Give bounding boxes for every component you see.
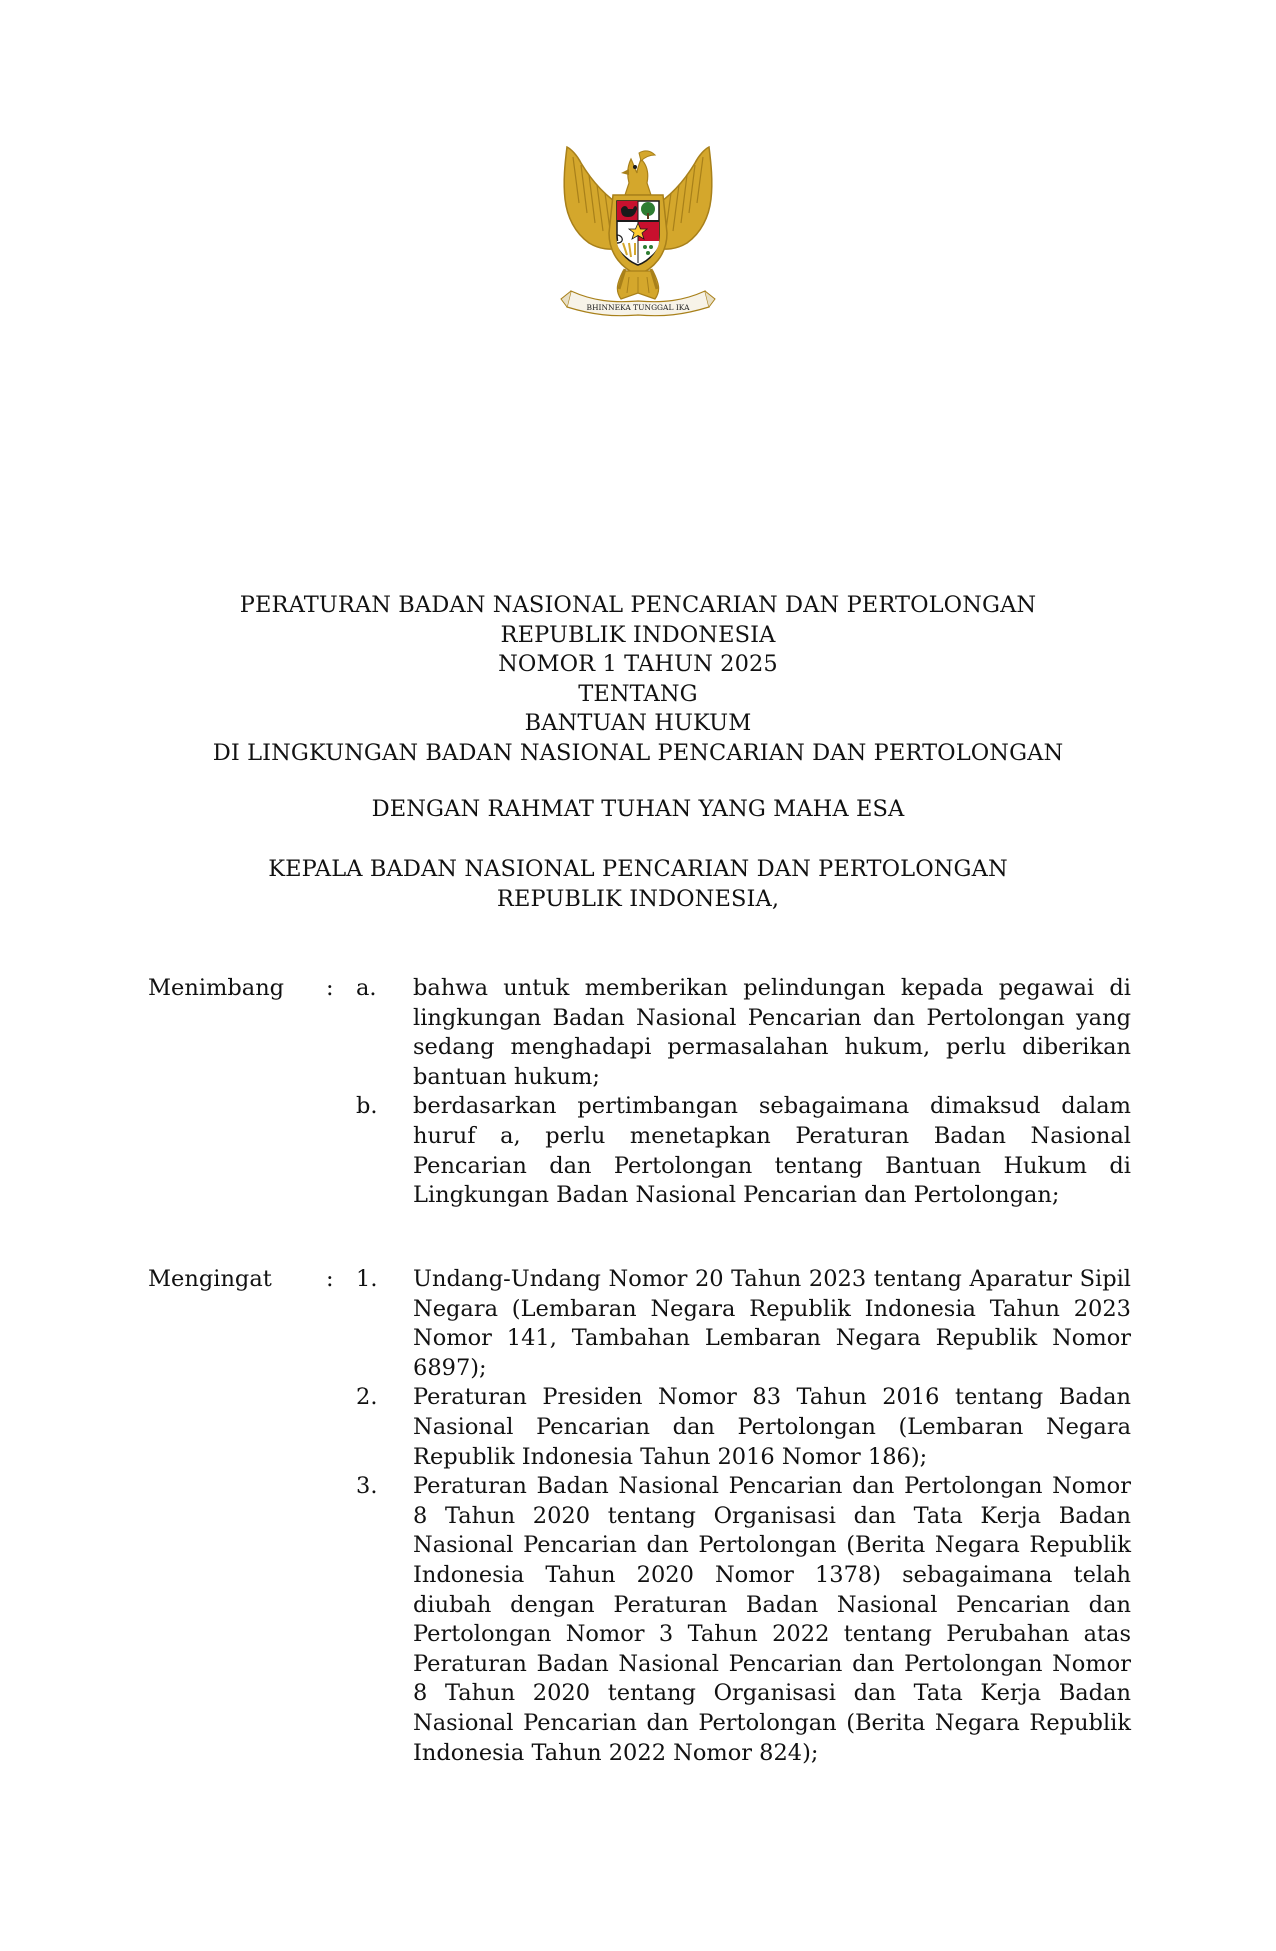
item-text: bahwa untuk memberikan pelindungan kepada pegawai di lingkungan Badan Nasional Pencarian dan Pertolongan yang sedang menghadapi permasalahan hukum, perlu diberikan bantuan hukum; [413,975,1131,1090]
item-marker: 2. [356,1384,378,1411]
mengingat-section [148,1265,1131,1768]
title-line: TENTANG [578,680,698,707]
title-line: REPUBLIK INDONESIA [500,621,776,648]
item-marker: a. [356,975,377,1001]
mengingat-label: Mengingat [148,1266,272,1292]
item-text: Peraturan Badan Nasional Pencarian dan Pertolongan Nomor 8 Tahun 2020 tentang Organisasi dan Tata Kerja Badan Nasional Pencarian dan Pertolongan (Berita Negara Republik Indonesia Tahun 2020 Nomor 1378) sebagaimana telah diubah dengan Peraturan Badan Nasional Pencarian dan Pertolongan Nomor 3 Tahun 2022 tentang Perubahan atas Peraturan Badan Nasional Pencarian dan Pertolongan Nomor 8 Tahun 2020 tentang Organisasi dan Tata Kerja Badan Nasional Pencarian dan Pertolongan (Berita Negara Republik Indonesia Tahun 2022 Nomor 824); [413,1473,1131,1766]
motto-text: BHINNEKA TUNGGAL IKA [586,303,690,312]
invocation [0,795,1276,825]
invocation-line: DENGAN RAHMAT TUHAN YANG MAHA ESA [371,796,905,822]
mengingat-colon: : [326,1266,334,1292]
authority-line: REPUBLIK INDONESIA, [496,885,780,912]
mengingat-item [148,1265,1131,1383]
authority-heading [0,855,1276,914]
menimbang-colon: : [326,975,334,1001]
title-line: BANTUAN HUKUM [524,710,752,736]
garuda-emblem-icon [553,143,723,326]
item-marker: 3. [356,1473,378,1500]
item-marker: 1. [356,1266,378,1292]
item-text: berdasarkan pertimbangan sebagaimana dimaksud dalam huruf a, perlu menetapkan Peraturan Badan Nasional Pencarian dan Pertolongan tentang Bantuan Hukum di Lingkungan Badan Nasional Pencarian dan Pertolongan; [413,1093,1131,1209]
regulation-title [0,591,1276,768]
mengingat-item [148,1383,1131,1472]
item-marker: b. [356,1093,378,1120]
title-line: PERATURAN BADAN NASIONAL PENCARIAN DAN PERTOLONGAN [239,592,1037,618]
mengingat-item [148,1472,1131,1768]
item-text: Peraturan Presiden Nomor 83 Tahun 2016 tentang Badan Nasional Pencarian dan Pertolongan (Lembaran Negara Republik Indonesia Tahun 2016 Nomor 186); [413,1384,1131,1470]
authority-line: KEPALA BADAN NASIONAL PENCARIAN DAN PERTOLONGAN [268,856,1008,882]
menimbang-label: Menimbang [148,975,285,1001]
menimbang-item [148,974,1131,1092]
menimbang-section [148,974,1131,1211]
title-line: NOMOR 1 TAHUN 2025 [498,651,778,677]
menimbang-item [148,1092,1131,1210]
item-text: Undang-Undang Nomor 20 Tahun 2023 tentang Aparatur Sipil Negara (Lembaran Negara Republik Indonesia Tahun 2023 Nomor 141, Tambahan Lembaran Negara Republik Nomor 6897); [413,1266,1131,1381]
title-line: DI LINGKUNGAN BADAN NASIONAL PENCARIAN DAN PERTOLONGAN [212,739,1064,766]
